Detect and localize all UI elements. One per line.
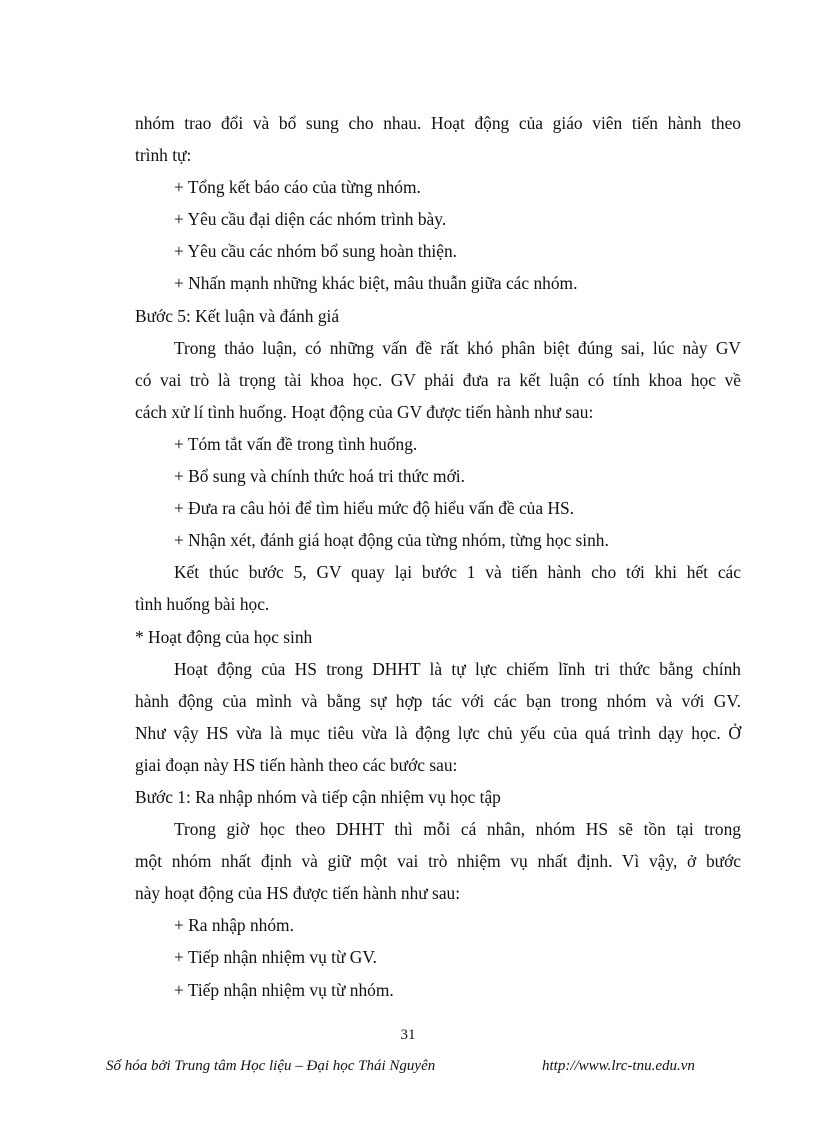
document-body xyxy=(135,107,741,1006)
body-line: có vai trò là trọng tài khoa học. GV phải đưa ra kết luận có tính khoa học về xyxy=(135,369,741,390)
footer-url: http://www.lrc-tnu.edu.vn xyxy=(542,1058,695,1074)
bullet-item: + Yêu cầu đại diện các nhóm trình bày. xyxy=(174,209,447,230)
body-line: Trong giờ học theo DHHT thì mỗi cá nhân, nhóm HS sẽ tồn tại trong xyxy=(174,819,741,840)
body-line: trình tự: xyxy=(135,145,192,166)
section-heading: Bước 1: Ra nhập nhóm và tiếp cận nhiệm vụ học tập xyxy=(135,786,501,807)
section-heading: Bước 5: Kết luận và đánh giá xyxy=(135,305,340,326)
body-line: tình huống bài học. xyxy=(135,594,270,615)
bullet-item: + Tiếp nhận nhiệm vụ từ nhóm. xyxy=(174,979,394,1000)
body-line: Hoạt động của HS trong DHHT là tự lực chiếm lĩnh tri thức bằng chính xyxy=(174,658,741,679)
section-heading: * Hoạt động của học sinh xyxy=(135,626,313,647)
footer-source: Số hóa bởi Trung tâm Học liệu – Đại học Thái Nguyên xyxy=(106,1058,436,1074)
body-line: này hoạt động của HS được tiến hành như sau: xyxy=(135,883,461,904)
body-line: Trong thảo luận, có những vấn đề rất khó phân biệt đúng sai, lúc này GV xyxy=(174,337,741,358)
bullet-item: + Nhận xét, đánh giá hoạt động của từng nhóm, từng học sinh. xyxy=(174,530,609,551)
body-line: hành động của mình và bằng sự hợp tác với các bạn trong nhóm và với GV. xyxy=(135,690,741,711)
bullet-item: + Yêu cầu các nhóm bổ sung hoàn thiện. xyxy=(174,241,457,262)
bullet-item: + Ra nhập nhóm. xyxy=(174,915,294,936)
body-line: một nhóm nhất định và giữ một vai trò nhiệm vụ nhất định. Vì vậy, ở bước xyxy=(135,851,741,872)
page-number: 31 xyxy=(400,1027,416,1043)
bullet-item: + Tóm tắt vấn đề trong tình huống. xyxy=(174,433,418,454)
body-line: giai đoạn này HS tiến hành theo các bước sau: xyxy=(135,754,458,775)
bullet-item: + Tiếp nhận nhiệm vụ từ GV. xyxy=(174,947,377,968)
body-line: Như vậy HS vừa là mục tiêu vừa là động lực chủ yếu của quá trình dạy học. Ở xyxy=(135,722,741,743)
body-line: cách xử lí tình huống. Hoạt động của GV được tiến hành như sau: xyxy=(135,401,594,422)
bullet-item: + Nhấn mạnh những khác biệt, mâu thuẫn giữa các nhóm. xyxy=(174,273,578,294)
body-line: nhóm trao đổi và bổ sung cho nhau. Hoạt động của giáo viên tiến hành theo xyxy=(135,113,741,133)
bullet-item: + Tổng kết báo cáo của từng nhóm. xyxy=(174,177,421,198)
body-line: Kết thúc bước 5, GV quay lại bước 1 và tiến hành cho tới khi hết các xyxy=(174,562,741,583)
bullet-item: + Bổ sung và chính thức hoá tri thức mới. xyxy=(174,466,465,487)
bullet-item: + Đưa ra câu hỏi để tìm hiểu mức độ hiểu vấn đề của HS. xyxy=(174,498,575,519)
